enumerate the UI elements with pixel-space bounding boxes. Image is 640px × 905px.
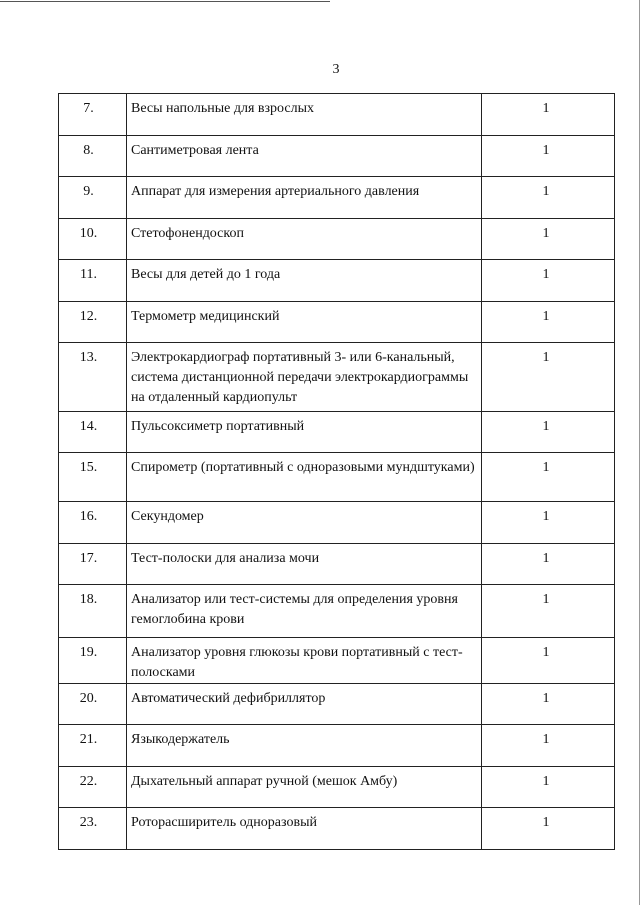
item-quantity: 1 bbox=[482, 177, 615, 219]
item-name: Анализатор или тест-системы для определения уровня гемоглобина крови bbox=[127, 585, 482, 638]
item-quantity: 1 bbox=[482, 453, 615, 502]
item-quantity: 1 bbox=[482, 260, 615, 302]
item-name: Электрокардиограф портативный 3- или 6-канальный, система дистанционной передачи электрокардиограммы на отдаленный кардиопульт bbox=[127, 343, 482, 412]
item-quantity: 1 bbox=[482, 684, 615, 725]
row-number: 22. bbox=[59, 767, 127, 808]
item-name: Тест-полоски для анализа мочи bbox=[127, 544, 482, 585]
row-number: 9. bbox=[59, 177, 127, 219]
item-name: Весы для детей до 1 года bbox=[127, 260, 482, 302]
scan-edge-top bbox=[0, 1, 330, 2]
item-name: Роторасширитель одноразовый bbox=[127, 808, 482, 850]
item-name: Весы напольные для взрослых bbox=[127, 94, 482, 136]
item-quantity: 1 bbox=[482, 544, 615, 585]
table-row bbox=[59, 302, 615, 343]
item-name: Сантиметровая лента bbox=[127, 136, 482, 177]
item-quantity: 1 bbox=[482, 808, 615, 850]
row-number: 7. bbox=[59, 94, 127, 136]
item-quantity: 1 bbox=[482, 638, 615, 684]
table-row bbox=[59, 453, 615, 502]
item-quantity: 1 bbox=[482, 302, 615, 343]
item-quantity: 1 bbox=[482, 725, 615, 767]
table-row bbox=[59, 219, 615, 260]
item-name: Автоматический дефибриллятор bbox=[127, 684, 482, 725]
table-row bbox=[59, 502, 615, 544]
row-number: 17. bbox=[59, 544, 127, 585]
item-name: Термометр медицинский bbox=[127, 302, 482, 343]
row-number: 10. bbox=[59, 219, 127, 260]
row-number: 13. bbox=[59, 343, 127, 412]
table-row bbox=[59, 177, 615, 219]
table-row bbox=[59, 808, 615, 850]
row-number: 12. bbox=[59, 302, 127, 343]
table-row bbox=[59, 412, 615, 453]
table-row bbox=[59, 725, 615, 767]
table-row bbox=[59, 94, 615, 136]
row-number: 23. bbox=[59, 808, 127, 850]
item-name: Дыхательный аппарат ручной (мешок Амбу) bbox=[127, 767, 482, 808]
item-quantity: 1 bbox=[482, 219, 615, 260]
row-number: 8. bbox=[59, 136, 127, 177]
table-row bbox=[59, 767, 615, 808]
item-quantity: 1 bbox=[482, 343, 615, 412]
page-number: 3 bbox=[332, 62, 340, 77]
item-name: Языкодержатель bbox=[127, 725, 482, 767]
item-quantity: 1 bbox=[482, 136, 615, 177]
equipment-table bbox=[58, 93, 615, 850]
table-row bbox=[59, 136, 615, 177]
table-row bbox=[59, 260, 615, 302]
table-row bbox=[59, 343, 615, 412]
row-number: 20. bbox=[59, 684, 127, 725]
item-quantity: 1 bbox=[482, 502, 615, 544]
item-quantity: 1 bbox=[482, 767, 615, 808]
item-name: Спирометр (портативный с одноразовыми мундштуками) bbox=[127, 453, 482, 502]
item-name: Секундомер bbox=[127, 502, 482, 544]
row-number: 11. bbox=[59, 260, 127, 302]
item-quantity: 1 bbox=[482, 585, 615, 638]
row-number: 15. bbox=[59, 453, 127, 502]
item-name: Аппарат для измерения артериального давления bbox=[127, 177, 482, 219]
row-number: 19. bbox=[59, 638, 127, 684]
item-quantity: 1 bbox=[482, 412, 615, 453]
table-row bbox=[59, 638, 615, 684]
row-number: 14. bbox=[59, 412, 127, 453]
table-row bbox=[59, 684, 615, 725]
row-number: 18. bbox=[59, 585, 127, 638]
table-row bbox=[59, 544, 615, 585]
item-quantity: 1 bbox=[482, 94, 615, 136]
item-name: Стетофонендоскоп bbox=[127, 219, 482, 260]
table-row bbox=[59, 585, 615, 638]
item-name: Анализатор уровня глюкозы крови портативный с тест-полосками bbox=[127, 638, 482, 684]
item-name: Пульсоксиметр портативный bbox=[127, 412, 482, 453]
row-number: 21. bbox=[59, 725, 127, 767]
row-number: 16. bbox=[59, 502, 127, 544]
